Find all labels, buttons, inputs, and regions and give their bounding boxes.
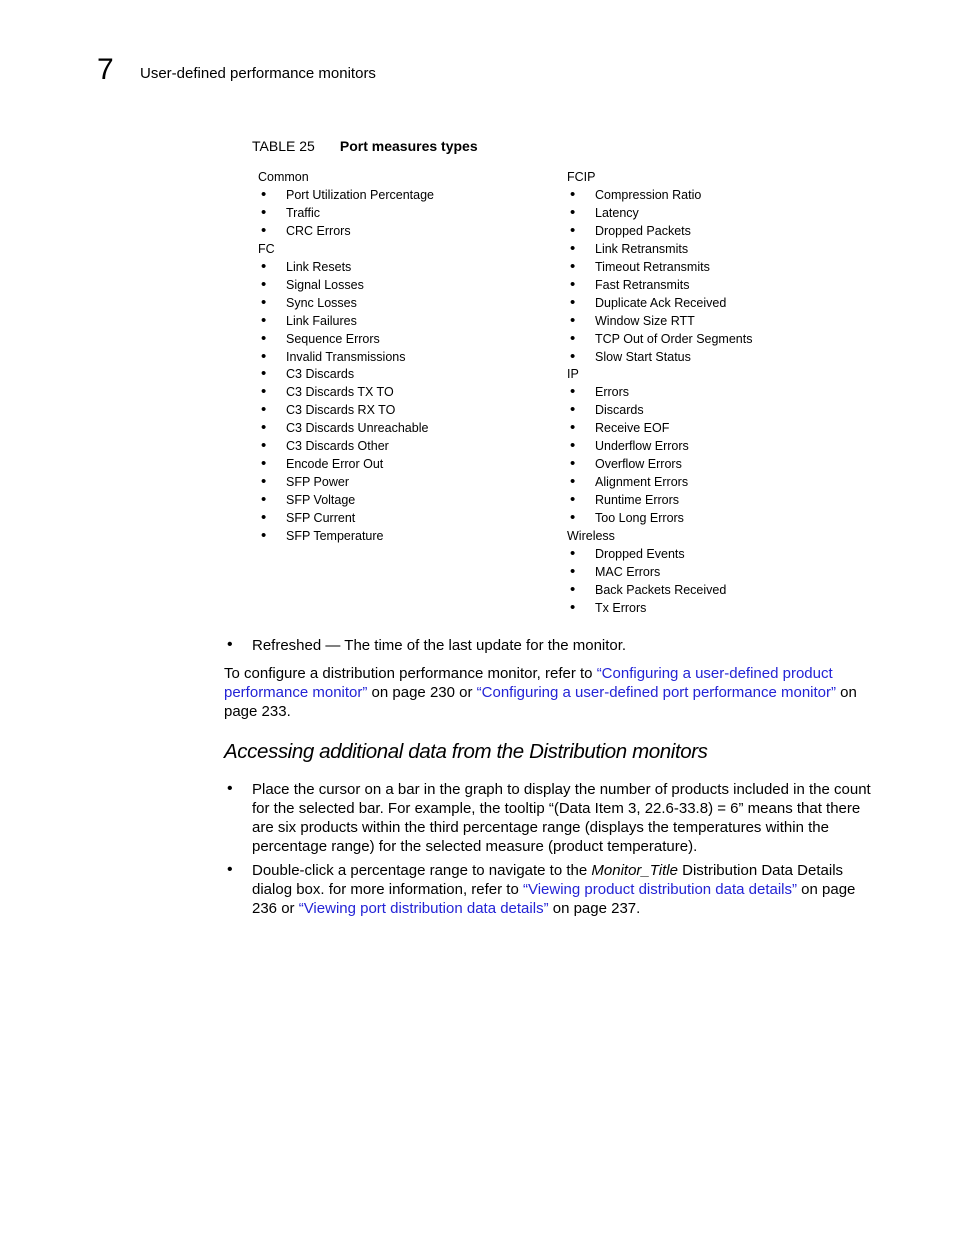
measure-item: • Tx Errors [567,600,752,618]
measure-group-label: Wireless [567,529,615,544]
measure-item: • Link Failures [258,313,434,331]
measure-item: • Underflow Errors [567,438,752,456]
measure-list [258,259,434,546]
measure-item: • Compression Ratio [567,187,752,205]
configure-prefix: To configure a distribution performance monitor, refer to [224,665,597,682]
chapter-number: 7 [97,53,114,86]
refreshed-term: Refreshed [252,637,322,654]
dc-mid2: on page 236 or [252,881,856,917]
measure-item: • Timeout Retransmits [567,259,752,277]
measure-item: • Dropped Events [567,546,752,564]
measure-group-label: Common [258,170,309,184]
refreshed-bullet [224,636,872,655]
dc-monitor-title: Monitor_Title [591,862,678,879]
measure-item: • C3 Discards Unreachable [258,420,434,438]
measure-item: • SFP Temperature [258,528,434,546]
configure-suffix: on page 233. [224,684,857,720]
table-left-column [258,169,434,546]
measure-item: • Errors [567,384,752,402]
measure-item: • Latency [567,205,752,223]
measure-item: • Link Retransmits [567,241,752,259]
measure-item: • C3 Discards RX TO [258,402,434,420]
measure-item: • Encode Error Out [258,456,434,474]
measure-item: • Slow Start Status [567,349,752,367]
measure-item: • Alignment Errors [567,474,752,492]
measure-item: • SFP Current [258,510,434,528]
measure-item: • TCP Out of Order Segments [567,331,752,349]
measure-group-label: FC [258,241,275,256]
measure-list [567,384,752,528]
dc-prefix: Double-click a percentage range to navigate to the [252,862,592,879]
table-right-column [567,169,752,618]
measure-item: • Signal Losses [258,277,434,295]
configure-paragraph [224,664,872,721]
dc-term: Distribution Data Details [677,862,844,879]
measure-item: • SFP Power [258,474,434,492]
link-viewing-product-distribution[interactable]: “Viewing product distribution data details” [522,881,798,898]
double-click-bullet [224,861,872,918]
table-label: TABLE 25 [252,138,315,154]
measure-item: • Too Long Errors [567,510,752,528]
measure-item: • Overflow Errors [567,456,752,474]
measure-item: • MAC Errors [567,564,752,582]
measure-group [567,366,752,528]
dc-mid1: dialog box. for more information, refer to [252,881,523,898]
table-title: Port measures types [339,138,478,154]
measure-list [567,546,752,618]
measure-item: • SFP Voltage [258,492,434,510]
measure-item: • C3 Discards TX TO [258,384,434,402]
measure-item: • Runtime Errors [567,492,752,510]
measure-group-label: FCIP [567,170,596,184]
measure-item: • Fast Retransmits [567,277,752,295]
measure-item: • Receive EOF [567,420,752,438]
measure-item: • C3 Discards [258,366,434,384]
measure-item: • Port Utilization Percentage [258,187,434,205]
dc-suffix: on page 237. [548,900,641,917]
measure-list [258,187,434,241]
measure-item: • Back Packets Received [567,582,752,600]
link-viewing-port-distribution[interactable]: “Viewing port distribution data details” [298,900,549,917]
measure-item: • Window Size RTT [567,313,752,331]
measure-group [567,169,752,366]
measure-item: • Discards [567,402,752,420]
chapter-title: User-defined performance monitors [140,65,376,82]
measure-group [258,241,434,546]
measure-item: • Sync Losses [258,295,434,313]
measure-item: • C3 Discards Other [258,438,434,456]
configure-mid: on page 230 or [367,684,477,701]
measure-item: • Dropped Packets [567,223,752,241]
measure-group-label: IP [567,367,579,382]
measure-item: • Invalid Transmissions [258,349,434,367]
measure-group [567,528,752,618]
cursor-bullet [224,780,872,856]
measure-item: • Sequence Errors [258,331,434,349]
measure-list [567,187,752,367]
measure-item: • CRC Errors [258,223,434,241]
section-heading: Accessing additional data from the Distribution monitors [224,740,708,763]
measure-group [258,169,434,241]
refreshed-text: — The time of the last update for the monitor. [321,637,627,654]
link-configuring-product-monitor[interactable]: “Configuring a user-defined product performance monitor” [224,665,833,701]
measure-item: • Duplicate Ack Received [567,295,752,313]
table-caption [252,138,478,154]
measure-item: • Traffic [258,205,434,223]
link-configuring-port-monitor[interactable]: “Configuring a user-defined port performance monitor” [476,684,836,701]
measure-item: • Link Resets [258,259,434,277]
cursor-bullet-text: Place the cursor on a bar in the graph to display the number of products included in the count for the selected bar. For example, the tooltip “(Data Item 3, 22.6-33.8) = 6” means that there are six products within the third percentage range (displays the temperatures within the percentage range) for the selected measure (product temperature). [252,781,871,855]
